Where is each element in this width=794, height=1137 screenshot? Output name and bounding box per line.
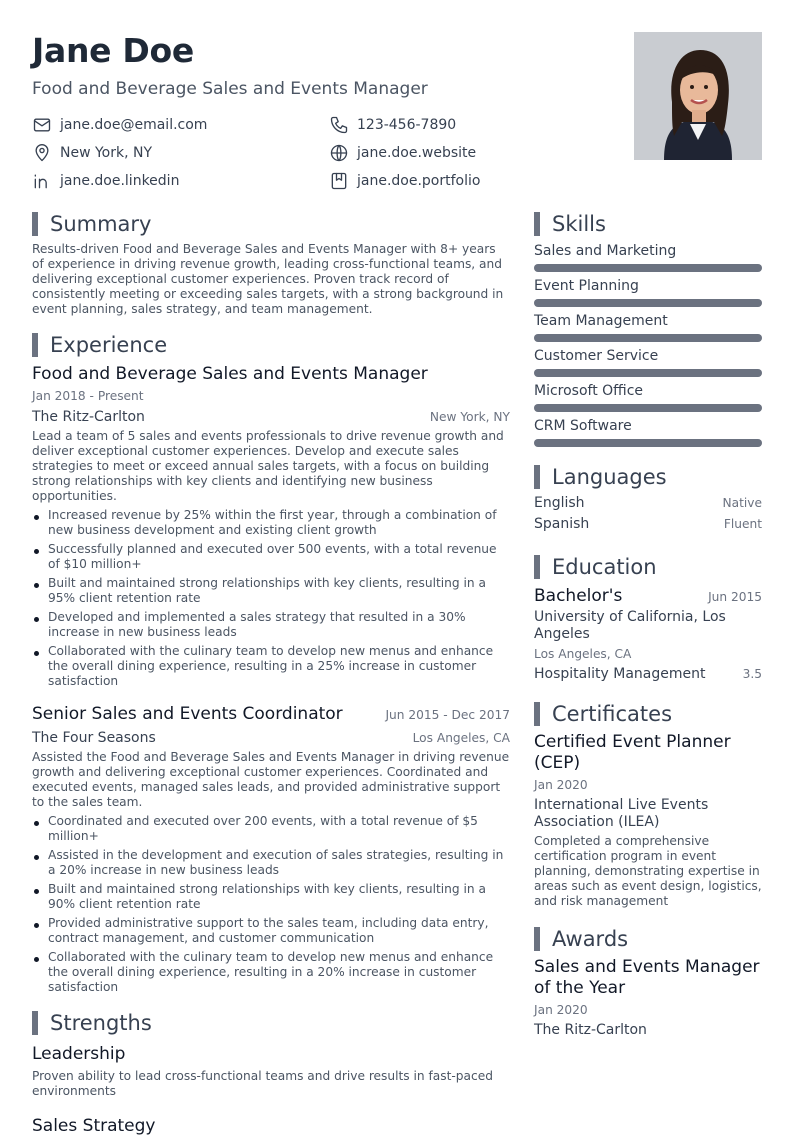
education-date: Jun 2015 (708, 590, 762, 604)
section-accent-bar (32, 1011, 38, 1035)
job-date: Jun 2015 - Dec 2017 (385, 708, 510, 722)
contact-linkedin-text: jane.doe.linkedin (60, 173, 180, 189)
skill-level-fill (534, 404, 762, 412)
job-description: Assisted the Food and Beverage Sales and Events Manager in driving revenue growth and delivering exceptional customer experiences. Coordinated and executed events, managed sales leads, and provided administrative support to the sales team. (32, 750, 510, 809)
skills-heading (534, 212, 762, 236)
list-item: Increased revenue by 25% within the first year, through a combination of new business development and existing client growth (32, 508, 510, 538)
location-pin-icon (32, 143, 52, 163)
section-accent-bar (534, 927, 540, 951)
contact-phone[interactable] (329, 114, 589, 136)
experience-heading (32, 333, 510, 357)
list-item: Collaborated with the culinary team to develop new menus and enhance the overall dining experience, resulting in a 20% increase in customer satisfaction (32, 950, 510, 995)
job-title: Food and Beverage Sales and Events Manager (32, 364, 428, 384)
strengths-heading (32, 1011, 510, 1035)
contact-list (32, 114, 592, 192)
contact-location-text: New York, NY (60, 145, 153, 161)
linkedin-icon (32, 171, 52, 191)
profile-photo (634, 32, 762, 160)
job-bullets (32, 814, 510, 995)
skill-level-bar (534, 369, 762, 377)
skill-label: Team Management (534, 313, 668, 329)
skill-level-fill (534, 439, 762, 447)
skill-label: Sales and Marketing (534, 243, 677, 259)
skills-list (534, 242, 762, 447)
experience-entry (32, 703, 510, 995)
languages-heading (534, 465, 762, 489)
contact-location (32, 142, 329, 164)
job-bullets (32, 508, 510, 689)
job-location: Los Angeles, CA (412, 731, 510, 745)
skill-level-fill (534, 334, 762, 342)
contact-website-text: jane.doe.website (357, 145, 477, 161)
globe-icon (329, 143, 349, 163)
list-item: Collaborated with the culinary team to develop new menus and enhance the overall dining experience, resulting in a 25% increase in customer satisfaction (32, 644, 510, 689)
language-level: Fluent (723, 517, 762, 531)
languages-title: Languages (552, 465, 667, 489)
section-accent-bar (534, 702, 540, 726)
main-column (32, 212, 510, 1137)
list-item: Built and maintained strong relationships with key clients, resulting in a 90% client retention rate (32, 882, 510, 912)
contact-website[interactable] (329, 142, 589, 164)
education-gpa: 3.5 (742, 667, 762, 681)
awards-title: Awards (552, 927, 629, 951)
skill-label: Event Planning (534, 278, 639, 294)
resume-header (32, 30, 592, 192)
side-column (534, 212, 762, 1039)
list-item: Successfully planned and executed over 500 events, with a total revenue of $10 million+ (32, 542, 510, 572)
skill-level-bar (534, 299, 762, 307)
language-item (534, 516, 762, 537)
strength-title: Sales Strategy (32, 1116, 156, 1136)
certificate-name: Certified Event Planner (CEP) (534, 732, 731, 773)
job-location: New York, NY (429, 410, 510, 424)
candidate-headline: Food and Beverage Sales and Events Manager (32, 79, 428, 99)
award-issuer: The Ritz-Carlton (534, 1022, 647, 1038)
certificates-heading (534, 702, 762, 726)
summary-title: Summary (50, 212, 152, 236)
skill-level-fill (534, 369, 762, 377)
job-company: The Ritz-Carlton (32, 409, 145, 425)
skills-title: Skills (552, 212, 606, 236)
language-item (534, 495, 762, 516)
language-name: Spanish (534, 516, 590, 532)
certificate-issuer: International Live Events Association (ILEA) (534, 797, 709, 830)
contact-linkedin[interactable] (32, 170, 329, 192)
award-name: Sales and Events Manager of the Year (534, 957, 760, 998)
contact-portfolio-text: jane.doe.portfolio (357, 173, 481, 189)
certificate-description: Completed a comprehensive certification program in event planning, demonstrating expertise in areas such as event design, logistics, and risk management (534, 834, 762, 908)
section-accent-bar (32, 333, 38, 357)
skill-item (534, 312, 762, 342)
skill-label: Customer Service (534, 348, 659, 364)
section-accent-bar (32, 212, 38, 236)
skill-item (534, 242, 762, 272)
language-level: Native (722, 496, 762, 510)
language-name: English (534, 495, 585, 511)
job-company: The Four Seasons (32, 730, 156, 746)
awards-heading (534, 927, 762, 951)
skill-label: Microsoft Office (534, 383, 644, 399)
skill-level-bar (534, 264, 762, 272)
award-entry (534, 957, 762, 1039)
education-title: Education (552, 555, 657, 579)
skill-item (534, 347, 762, 377)
strength-description: Proven ability to lead cross-functional teams and drive results in fast-paced environments (32, 1069, 493, 1098)
skill-level-bar (534, 439, 762, 447)
skill-level-fill (534, 299, 762, 307)
list-item: Coordinated and executed over 200 events, with a total revenue of $5 million+ (32, 814, 510, 844)
portfolio-icon (329, 171, 349, 191)
skill-level-fill (534, 264, 762, 272)
education-header (534, 585, 762, 607)
contact-phone-text: 123-456-7890 (357, 117, 457, 133)
education-field-row (534, 666, 762, 682)
contact-email-text: jane.doe@email.com (60, 117, 208, 133)
section-accent-bar (534, 212, 540, 236)
phone-icon (329, 115, 349, 135)
skill-level-bar (534, 404, 762, 412)
job-header (32, 703, 510, 725)
job-company-row (32, 729, 510, 747)
skill-item (534, 417, 762, 447)
education-entry (534, 585, 762, 682)
certificates-title: Certificates (552, 702, 673, 726)
skill-item (534, 382, 762, 412)
contact-email[interactable] (32, 114, 329, 136)
summary-text: Results-driven Food and Beverage Sales and Events Manager with 8+ years of experience in driving revenue growth, leading cross-functional teams, and delivering exceptional customer experiences. Proven track record of consistently meeting or exceeding sales targets, with a strong background in event planning, sales strategy, and team management. (32, 242, 504, 316)
section-accent-bar (534, 555, 540, 579)
job-title: Senior Sales and Events Coordinator (32, 704, 343, 724)
section-accent-bar (534, 465, 540, 489)
list-item: Developed and implemented a sales strategy that resulted in a 30% increase in new business leads (32, 610, 510, 640)
list-item: Provided administrative support to the sales team, including data entry, contract management, and customer communication (32, 916, 510, 946)
mail-icon (32, 115, 52, 135)
languages-list (534, 495, 762, 537)
education-school: University of California, Los Angeles (534, 609, 726, 642)
education-location: Los Angeles, CA (534, 647, 632, 661)
skill-item (534, 277, 762, 307)
strengths-title: Strengths (50, 1011, 152, 1035)
education-field: Hospitality Management (534, 666, 706, 682)
certificate-date: Jan 2020 (534, 778, 588, 792)
certificate-entry (534, 732, 762, 909)
candidate-name: Jane Doe (32, 31, 194, 70)
skill-label: CRM Software (534, 418, 632, 434)
job-header (32, 363, 510, 385)
job-company-row (32, 408, 510, 426)
contact-portfolio[interactable] (329, 170, 589, 192)
summary-heading (32, 212, 510, 236)
experience-title: Experience (50, 333, 168, 357)
job-date: Jan 2018 - Present (32, 389, 144, 403)
list-item: Built and maintained strong relationships with key clients, resulting in a 95% client retention rate (32, 576, 510, 606)
strength-title: Leadership (32, 1044, 126, 1064)
skill-level-bar (534, 334, 762, 342)
education-degree: Bachelor's (534, 586, 623, 606)
experience-entry (32, 363, 510, 689)
list-item: Assisted in the development and execution of sales strategies, resulting in a 20% increase in new business leads (32, 848, 510, 878)
education-heading (534, 555, 762, 579)
award-date: Jan 2020 (534, 1003, 588, 1017)
job-description: Lead a team of 5 sales and events professionals to drive revenue growth and deliver exceptional customer experiences. Develop and execute sales strategies to meet or exceed annual sales targets, with a focus on building strong relationships with key clients and identifying new business opportunities. (32, 429, 504, 503)
